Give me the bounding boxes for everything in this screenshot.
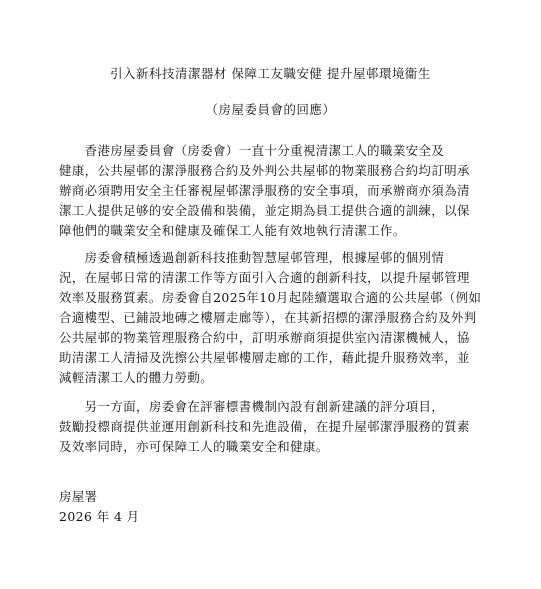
paragraph-line: 合適樓型、已鋪設地磚之樓層走廊等），在其新招標的潔淨服務合約及外判 [59,310,477,325]
document-title: 引入新科技清潔器材 保障工友職安健 提升屋邨環境衞生 [110,66,431,81]
paragraph-line: 障他們的職業安全和健康及確保工人能有效地執行清潔工作。 [59,223,406,238]
paragraph-line: 及效率同時，亦可保障工人的職業安全和健康。 [59,439,329,454]
paragraph-1 [59,141,499,241]
paragraph-line: 鼓勵投標商提供並運用創新科技和先進設備，在提升屋邨潔淨服務的質素 [59,419,470,434]
paragraph-line: 另一方面，房委會在評審標書機制內設有創新建議的評分項目， [59,399,445,414]
document-subtitle: （房屋委員會的回應） [205,102,336,117]
signature-org: 房屋署 [59,489,98,504]
paragraph-line: 房委會積極透過創新科技推動智慧屋邨管理，根據屋邨的個別情 [59,250,445,265]
paragraph-3 [59,397,499,457]
paragraph-line: 健康，公共屋邨的潔淨服務合約及外判公共屋邨的物業服務合約均訂明承 [59,163,470,178]
paragraph-line: 潔工人提供足够的安全設備和裝備，並定期為員工提供合適的訓練，以保 [59,203,470,218]
paragraph-line: 況，在屋邨日常的清潔工作等方面引入合適的創新科技，以提升屋邨管理 [59,270,470,285]
paragraph-line: 效率及服務質素。房委會自2025年10月起陸續選取合適的公共屋邨（例如 [59,290,482,305]
paragraph-line: 助清潔工人清掃及洗擦公共屋邨樓層走廊的工作，藉此提升服務效率，並 [59,350,470,365]
paragraph-line: 辦商必須聘用安全主任審視屋邨潔淨服務的安全事項，而承辦商亦須為清 [59,183,470,198]
paragraph-line: 香港房屋委員會（房委會）一直十分重視清潔工人的職業安全及 [59,143,445,158]
paragraph-line: 減輕清潔工人的體力勞動。 [59,370,214,385]
paragraph-line: 公共屋邨的物業管理服務合約中，訂明承辦商須提供室內清潔機械人，協 [59,330,470,345]
signature-date: 2026 年 4 月 [59,509,140,524]
paragraph-2 [59,248,499,388]
